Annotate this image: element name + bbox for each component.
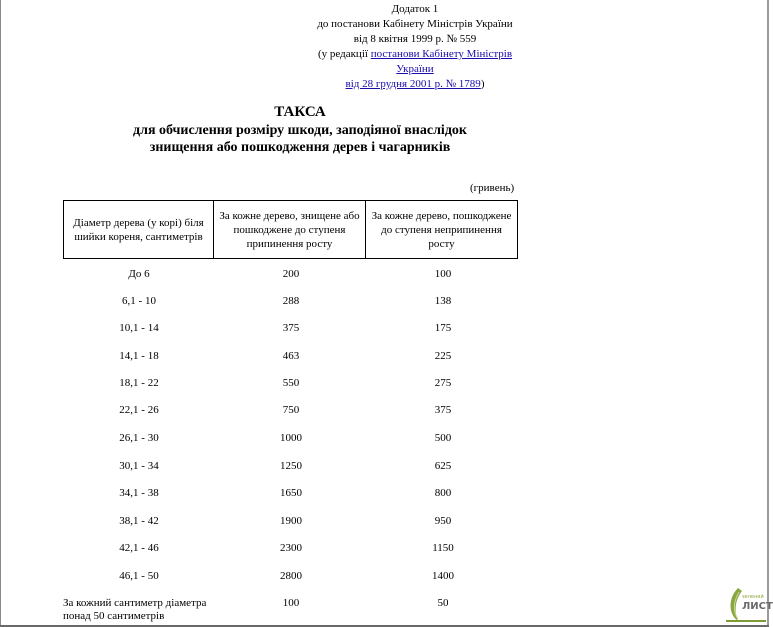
resolution-date: від 8 квітня 1999 р. № 559	[353, 33, 477, 45]
table-row	[63, 487, 518, 514]
cell-diameter: 18,1 - 22	[119, 377, 159, 389]
cell-destroyed: 1250	[280, 460, 302, 472]
cell-damaged: 1150	[432, 542, 454, 554]
frame-right-border	[767, 0, 769, 627]
cell-diameter-per-cm: За кожний сантиметр діаметра понад 50 сантиметрів	[63, 597, 207, 622]
cell-diameter: 14,1 - 18	[119, 350, 159, 362]
cell-damaged: 500	[434, 432, 452, 444]
cell-destroyed: 1650	[280, 487, 302, 499]
column-header-destroyed: За кожне дерево, знищене або пошкоджене до ступеня припинення росту	[214, 201, 366, 259]
cell-diameter: 10,1 - 14	[119, 322, 159, 334]
logo-text: ЛИСТ	[742, 601, 773, 612]
frame-left-border	[0, 0, 1, 627]
cell-damaged: 225	[434, 350, 452, 362]
table-header	[63, 200, 518, 259]
cell-destroyed: 2300	[280, 542, 302, 554]
cell-damaged: 138	[434, 295, 452, 307]
cell-damaged: 375	[434, 404, 452, 416]
cell-destroyed: 463	[282, 350, 300, 362]
table-row	[63, 542, 518, 569]
table-row	[63, 404, 518, 431]
table-row	[63, 432, 518, 459]
resolution-link-part1[interactable]: постанови Кабінету Міністрів	[370, 48, 513, 60]
table-row	[63, 350, 518, 377]
cell-destroyed-per-cm: 100	[282, 597, 300, 609]
cell-diameter: 26,1 - 30	[119, 432, 159, 444]
cell-damaged: 100	[434, 268, 452, 280]
table-row	[63, 515, 518, 542]
cell-damaged: 1400	[432, 570, 454, 582]
appendix-label: Додаток 1	[391, 3, 439, 15]
cell-diameter: 30,1 - 34	[119, 460, 159, 472]
cell-diameter: 22,1 - 26	[119, 404, 159, 416]
subtitle-line-2: знищення або пошкодження дерев і чагарників	[149, 140, 451, 155]
cell-damaged: 800	[434, 487, 452, 499]
cell-diameter: 46,1 - 50	[119, 570, 159, 582]
document-subtitle	[60, 122, 540, 156]
cell-destroyed: 375	[282, 322, 300, 334]
column-header-damaged: За кожне дерево, пошкоджене до ступеня неприпинення росту	[366, 201, 518, 259]
cell-damaged: 950	[434, 515, 452, 527]
table-row	[63, 460, 518, 487]
cell-destroyed: 1000	[280, 432, 302, 444]
cell-diameter: 42,1 - 46	[119, 542, 159, 554]
cell-damaged: 275	[434, 377, 452, 389]
cell-damaged: 625	[434, 460, 452, 472]
resolution-ref: до постанови Кабінету Міністрів України	[317, 18, 513, 30]
cell-destroyed: 1900	[280, 515, 302, 527]
cell-destroyed: 750	[282, 404, 300, 416]
column-header-diameter: Діаметр дерева (у корі) біля шийки кореня, сантиметрів	[64, 201, 214, 259]
table-row	[63, 377, 518, 404]
table-row	[63, 295, 518, 322]
cell-destroyed: 2800	[280, 570, 302, 582]
table-row	[63, 570, 518, 597]
logo-small-text: зелений	[742, 594, 764, 600]
cell-diameter: 38,1 - 42	[119, 515, 159, 527]
cell-destroyed: 288	[282, 295, 300, 307]
subtitle-line-1: для обчислення розміру шкоди, заподіяної внаслідок	[133, 123, 467, 138]
units-label: (гривень)	[470, 182, 515, 194]
cell-diameter: 34,1 - 38	[119, 487, 159, 499]
edition-note	[300, 47, 530, 62]
document-header	[300, 2, 530, 92]
resolution-link-part2[interactable]: України	[396, 63, 434, 75]
cell-damaged: 175	[434, 322, 452, 334]
table-row	[63, 268, 518, 295]
cell-diameter: До 6	[128, 268, 150, 280]
cell-destroyed: 550	[282, 377, 300, 389]
cell-diameter: 6,1 - 10	[122, 295, 156, 307]
document-title: ТАКСА	[274, 104, 326, 120]
edition-prefix: (у редакції	[317, 48, 371, 60]
table-row	[63, 322, 518, 349]
cell-damaged-per-cm: 50	[437, 597, 449, 609]
edition-suffix: )	[480, 78, 485, 90]
cell-destroyed: 200	[282, 268, 300, 280]
resolution-link-date[interactable]: від 28 грудня 2001 р. № 1789	[345, 78, 481, 90]
